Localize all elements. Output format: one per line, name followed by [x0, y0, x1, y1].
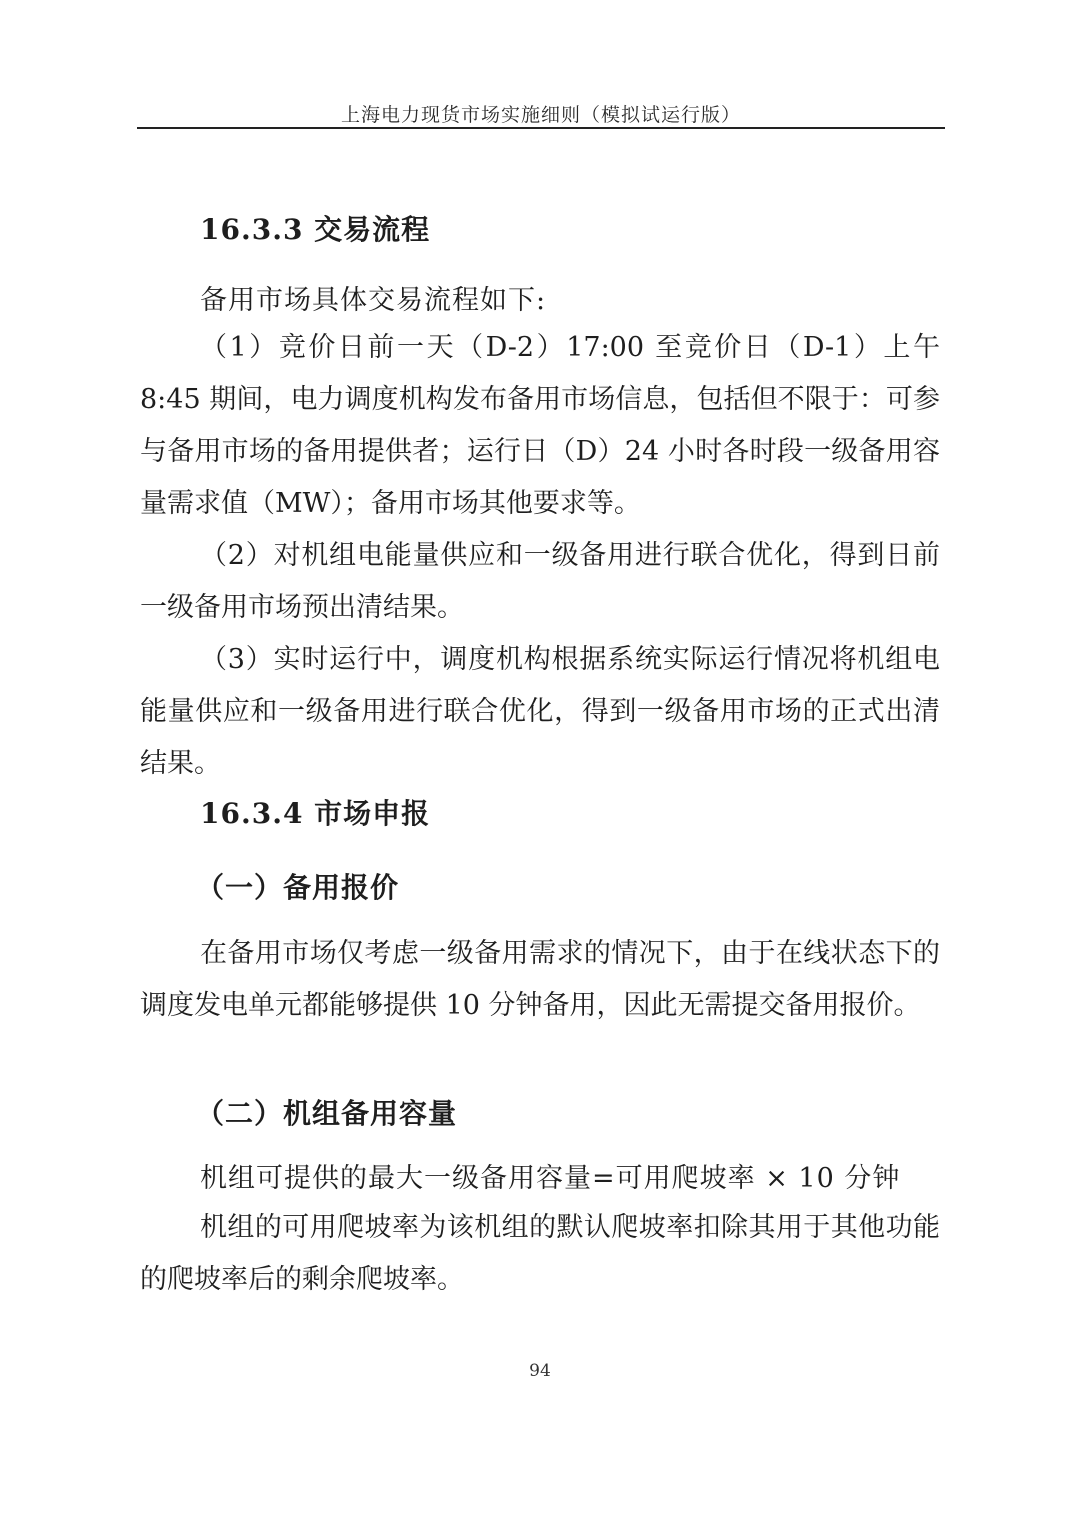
section-heading-16-3-3: 16.3.3 交易流程 [200, 213, 431, 246]
running-header: 上海电力现货市场实施细则（模拟试运行版） [340, 104, 741, 126]
paragraph-step-3: （3）实时运行中，调度机构根据系统实际运行情况将机组电能量供应和一级备用进行联合优化，得到一级备用市场的正式出清结果。 [140, 644, 940, 779]
intro-paragraph: 备用市场具体交易流程如下: [200, 285, 547, 316]
subheading-reserve-bid: （一）备用报价 [196, 871, 400, 904]
section-heading-16-3-4: 16.3.4 市场申报 [200, 797, 431, 830]
paragraph-step-1: （1）竞价日前一天（D-2）17:00 至竞价日（D-1）上午 8:45 期间，电力调度机构发布备用市场信息，包括但不限于：可参与备用市场的备用提供者；运行日（D）24 小时各时段一级备用容量需求值（MW）；备用市场其他要求等。 [140, 332, 940, 519]
header-divider [137, 127, 945, 129]
page-number: 94 [529, 1361, 551, 1381]
paragraph-reserve-bid: 在备用市场仅考虑一级备用需求的情况下，由于在线状态下的调度发电单元都能够提供 10 分钟备用，因此无需提交备用报价。 [140, 938, 940, 1021]
paragraph-step-2: （2）对机组电能量供应和一级备用进行联合优化，得到日前一级备用市场预出清结果。 [140, 540, 940, 623]
paragraph-ramp-rate: 机组的可用爬坡率为该机组的默认爬坡率扣除其用于其他功能的爬坡率后的剩余爬坡率。 [140, 1212, 940, 1295]
subheading-unit-reserve-capacity: （二）机组备用容量 [196, 1097, 458, 1130]
formula-line: 机组可提供的最大一级备用容量=可用爬坡率 × 10 分钟 [200, 1163, 901, 1194]
